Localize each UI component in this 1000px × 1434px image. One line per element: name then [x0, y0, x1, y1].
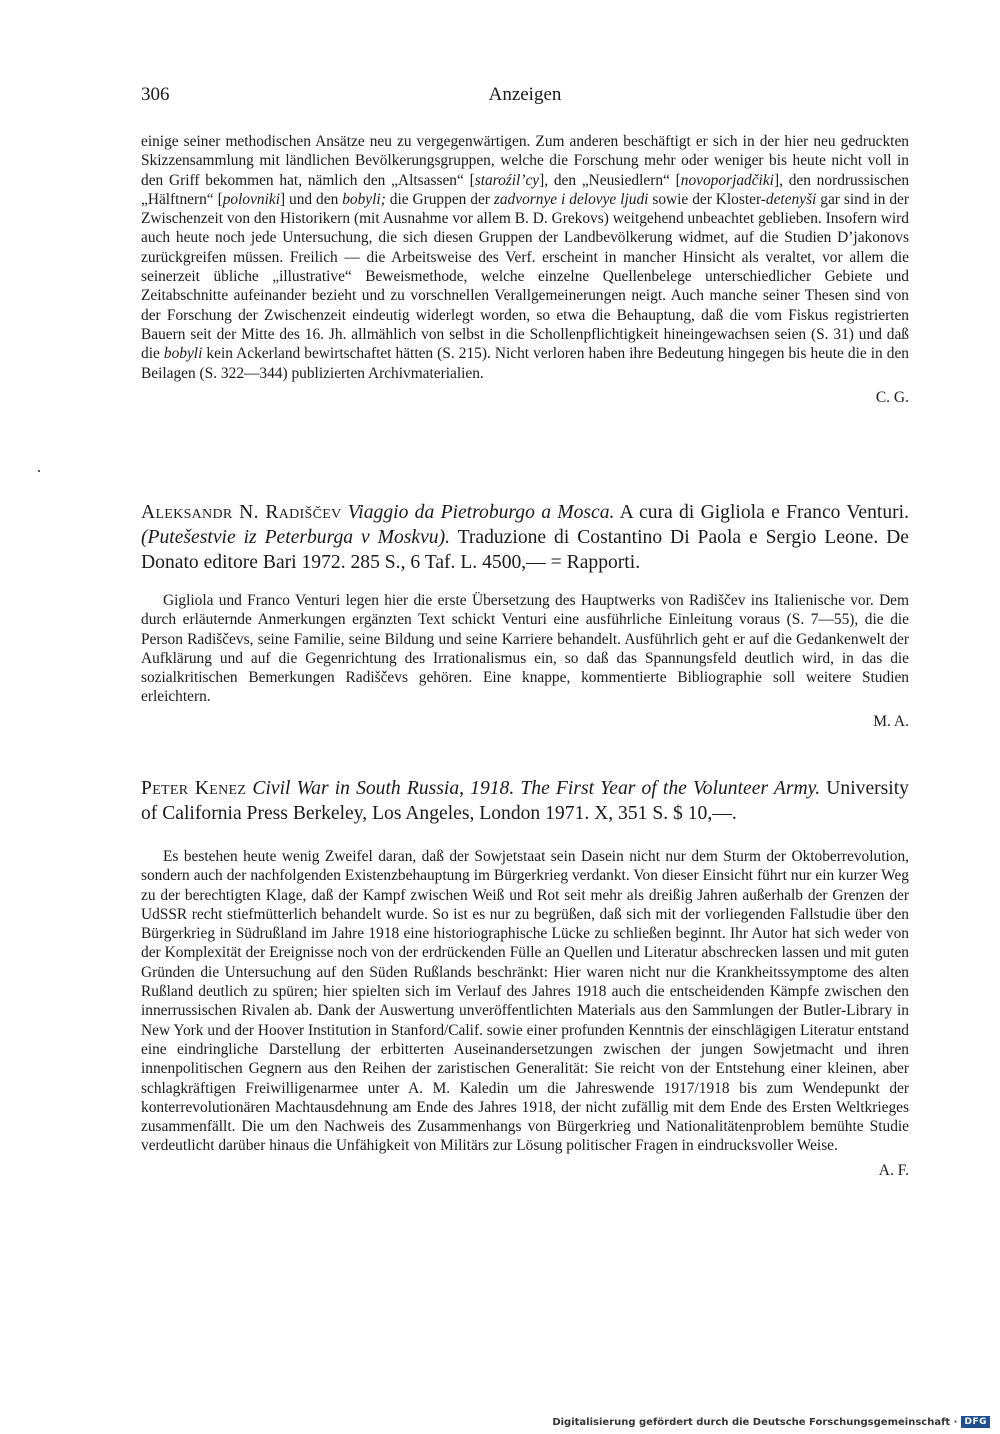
continuation-paragraph: einige seiner methodischen Ansätze neu zu vergegenwärtigen. Zum anderen beschäftigt er sich in der hier neu gedruckten Skizzensammlung mit ländlichen Bevölkerungsgruppen, welche die Forschung mehr oder weniger bis heute nicht voll in den Griff bekommen hat, nämlich den „Altsassen“ [staroźil’cy], den „Neusiedlern“ [novoporjadčiki], den nordrussischen „Hälftnern“ [polovniki] und den bobyli; die Gruppen der zadvornye i delovye ljudi sowie der Kloster-detenyši gar sind in der Zwischenzeit von den Historikern (mit Ausnahme vor allem B. D. Grekovs) weitgehend unbeachtet geblieben. Insofern wird auch heute noch jede Untersuchung, die sich diesen Gruppen der Landbevölkerung widmet, auf die Studien D’jakonovs zurückgreifen müssen. Freilich — die Arbeitsweise des Verf. erscheint in mancher Hinsicht als veraltet, vor allem die seinerzeit übliche „illustrative“ Beweismethode, welche einzelne Quellenbelege unterschiedlicher Gebiete und Zeitabschnitte aufeinander bezieht und zu vorschnellen Verallgemeinerungen neigt. Auch manche seiner Thesen sind von der Forschung der Zwischenzeit eindeutig widerlegt worden, so etwa die Behauptung, daß die vom Fiskus registrierten Bauern seit der Mitte des 16. Jh. allmählich von selbst in die Schollenpflichtigkeit hineingewachsen seien (S. 31) und daß die bobyli kein Ackerland bewirtschaftet hätten (S. 215). Nicht verloren haben ihre Bedeutung hingegen bis heute die in den Beilagen (S. 322—344) publizierten Archivmaterialien.: [141, 133, 910, 382]
review-paragraph: Gigliola und Franco Venturi legen hier die erste Übersetzung des Hauptwerks von Radiščev ins Italienische vor. Dem durch erläuternde Anmerkungen ergänzten Text schickt Venturi eine ausführliche Einleitung voraus (S. 7—55), die die Person Radiščevs, seine Familie, seine Bildung und seine Karriere behandelt. Ausführlich geht er auf die Gedankenwelt der Aufklärung und auf die Gegenrichtung des Irrationalismus ein, so daß das Spannungsfeld deutlich wird, in das die sozialkritischen Bemerkungen Radiščevs gehören. Eine knappe, kommentierte Bibliographie soll weitere Studien erleichtern.: [141, 592, 909, 706]
running-head: Anzeigen: [488, 84, 562, 105]
dfg-logo-icon: DFG: [961, 1416, 990, 1428]
book-title: Civil War in South Russia, 1918. The First Year of the Volunteer Army.: [252, 778, 821, 799]
bibliographic-reference: Aleksandr N. Radiščev Viaggio da Pietroburgo a Mosca. A cura di Gigliola e Franco Venturi. (Putešestvie iz Peterburga v Moskvu). Traduzione di Costantino Di Paola e Sergio Leone. De Donato editore Bari 1972. 285 S., 6 Taf. L. 4500,— = Rapporti.: [141, 502, 909, 573]
page-number: 306: [141, 84, 170, 105]
review-radiscev: [141, 591, 909, 731]
book-title: Viaggio da Pietroburgo a Mosca.: [347, 502, 615, 523]
digitization-footer: [552, 1416, 990, 1428]
review-continuation: [141, 132, 909, 407]
page-header: [141, 84, 909, 114]
review-kenez: [141, 847, 909, 1180]
footer-text: Digitalisierung gefördert durch die Deutsche Forschungsgemeinschaft ·: [552, 1416, 958, 1428]
review-paragraph: Es bestehen heute wenig Zweifel daran, daß der Sowjetstaat sein Dasein nicht nur dem Sturm der Oktoberrevolution, sondern auch der nachfolgenden Existenzbehauptung im Bürgerkrieg verdankt. Von dieser Einsicht führt nur ein kurzer Weg zu der berechtigten Klage, daß der Kampf zwischen Weiß und Rot seit mehr als dreißig Jahren außerhalb der Grenzen der UdSSR recht stiefmütterlich behandelt wurde. So ist es nur zu begrüßen, daß sich mit der vorliegenden Fallstudie über den Bürgerkrieg in Südrußland im Jahre 1918 eine historiographische Lücke zu schließen beginnt. Ihr Autor hat sich weder von der Komplexität der Ereignisse noch von der erdrückenden Fülle an Quellen und Literatur abschrecken lassen und mit guten Gründen die Untersuchung auf den Süden Rußlands beschränkt: Hier waren nicht nur die Krankheitssymptome des alten Rußland deutlich zu spüren; hier spielten sich im Verlauf des Jahres 1918 auch die entscheidenden Kämpfe zwischen den innerrussischen Rivalen ab. Dank der Auswertung unveröffentlichten Materials aus den Sammlungen der Butler-Library in New York und der Hoover Institution in Stanford/Calif. sowie einer profunden Kenntnis der einschlägigen Literatur entstand eine eindringliche Darstellung der erbitterten Auseinandersetzungen zwischen der jungen Sowjetmacht und ihren innenpolitischen Gegnern aus den Reihen der zaristischen Generalität: Sie reicht von der Entstehung einer kleinen, aber schlagkräftigen Freiwilligenarmee unter A. M. Kaledin um die Jahreswende 1917/1918 bis zum Wendepunkt der konterrevolutionären Machtausdehnung am Ende des Jahres 1918, der nicht zufällig mit dem Ende des Ersten Weltkrieges zusammenfällt. Die um den Nachweis des Zusammenhangs von Bürgerkrieg und Nationalitätenproblem bemühte Studie verdeutlicht darüber hinaus die Unfähigkeit von Militärs zur Lösung politischer Fragen in eindrucksvoller Weise.: [141, 848, 909, 1155]
reviewer-signature: C. G.: [875, 388, 909, 406]
reviewer-signature: M. A.: [873, 712, 909, 730]
reviewer-signature: A. F.: [878, 1161, 909, 1179]
scan-speck: [38, 470, 40, 472]
bibliographic-reference: Peter Kenez Civil War in South Russia, 1918. The First Year of the Volunteer Army. University of California Press Berkeley, Los Angeles, London 1971. X, 351 S. $ 10,—.: [141, 778, 909, 824]
author-name: Aleksandr N. Radiščev: [141, 502, 342, 523]
author-name: Peter Kenez: [141, 778, 247, 799]
original-title: (Putešestvie iz Peterburga v Moskvu).: [141, 527, 451, 548]
